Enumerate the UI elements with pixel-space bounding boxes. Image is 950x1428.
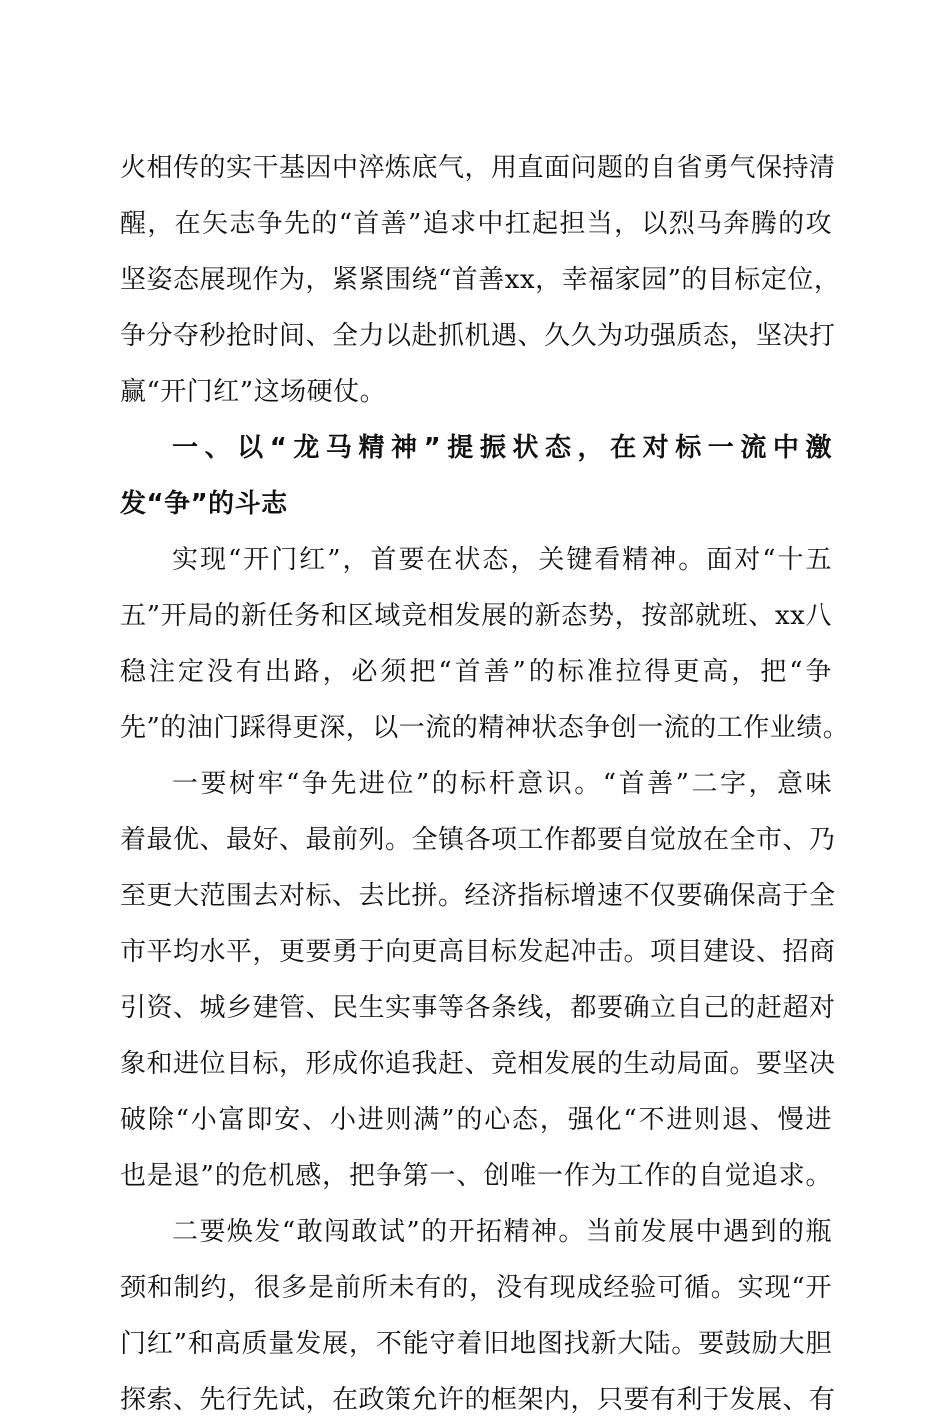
text-line: 颈和制约，很多是前所未有的，没有现成经验可循。实现“开 bbox=[120, 1273, 832, 1303]
paragraph-intro-continuation bbox=[120, 140, 841, 420]
text-line: 象和进位目标，形成你追我赶、竞相发展的生动局面。要坚决 bbox=[120, 1049, 836, 1079]
paragraph-state-spirit bbox=[120, 532, 850, 756]
text-line: 二要焕发“敢闯敢试”的开拓精神。当前发展中遇到的瓶 bbox=[172, 1217, 832, 1247]
text-line: 门红”和高质量发展，不能守着旧地图找新大陆。要鼓励大胆 bbox=[120, 1329, 832, 1359]
text-line: 先”的油门踩得更深，以一流的精神状态争创一流的工作业绩。 bbox=[120, 713, 850, 743]
text-line: 探索、先行先试，在政策允许的框架内，只要有利于发展、有 bbox=[120, 1385, 836, 1415]
heading-line: 发“争”的斗志 bbox=[120, 489, 288, 519]
text-line: 醒，在矢志争先的“首善”追求中扛起担当，以烈马奔腾的攻 bbox=[120, 209, 832, 239]
section-heading bbox=[120, 420, 832, 532]
text-line: 着最优、最好、最前列。全镇各项工作都要自觉放在全市、乃 bbox=[120, 825, 836, 855]
text-line: 一要树牢“争先进位”的标杆意识。“首善”二字，意味 bbox=[172, 769, 832, 799]
document-page bbox=[120, 140, 850, 1428]
text-line: 破除“小富即安、小进则满”的心态，强化“不进则退、慢进 bbox=[120, 1105, 832, 1135]
text-line: 实现“开门红”，首要在状态，关键看精神。面对“十五 bbox=[172, 545, 832, 575]
heading-line: 一、以“龙马精神”提振状态，在对标一流中激 bbox=[172, 433, 832, 463]
text-line: 火相传的实干基因中淬炼底气，用直面问题的自省勇气保持清 bbox=[120, 153, 836, 183]
text-line: 也是退”的危机感，把争第一、创唯一作为工作的自觉追求。 bbox=[120, 1161, 832, 1191]
text-line: 市平均水平，更要勇于向更高目标发起冲击。项目建设、招商 bbox=[120, 937, 836, 967]
text-line: 五”开局的新任务和区域竞相发展的新态势，按部就班、xx八 bbox=[120, 601, 832, 631]
text-line: 坚姿态展现作为，紧紧围绕“首善xx，幸福家园”的目标定位， bbox=[120, 265, 841, 295]
text-line: 引资、城乡建管、民生实事等各条线，都要确立自己的赶超对 bbox=[120, 993, 836, 1023]
text-line: 稳注定没有出路，必须把“首善”的标准拉得更高，把“争 bbox=[120, 657, 832, 687]
paragraph-pioneering-spirit bbox=[120, 1204, 836, 1428]
text-line: 争分夺秒抢时间、全力以赴抓机遇、久久为功强质态，坚决打 bbox=[120, 321, 836, 351]
paragraph-benchmark-awareness bbox=[120, 756, 836, 1204]
text-line: 赢“开门红”这场硬仗。 bbox=[120, 377, 387, 407]
text-line: 至更大范围去对标、去比拼。经济指标增速不仅要确保高于全 bbox=[120, 881, 836, 911]
